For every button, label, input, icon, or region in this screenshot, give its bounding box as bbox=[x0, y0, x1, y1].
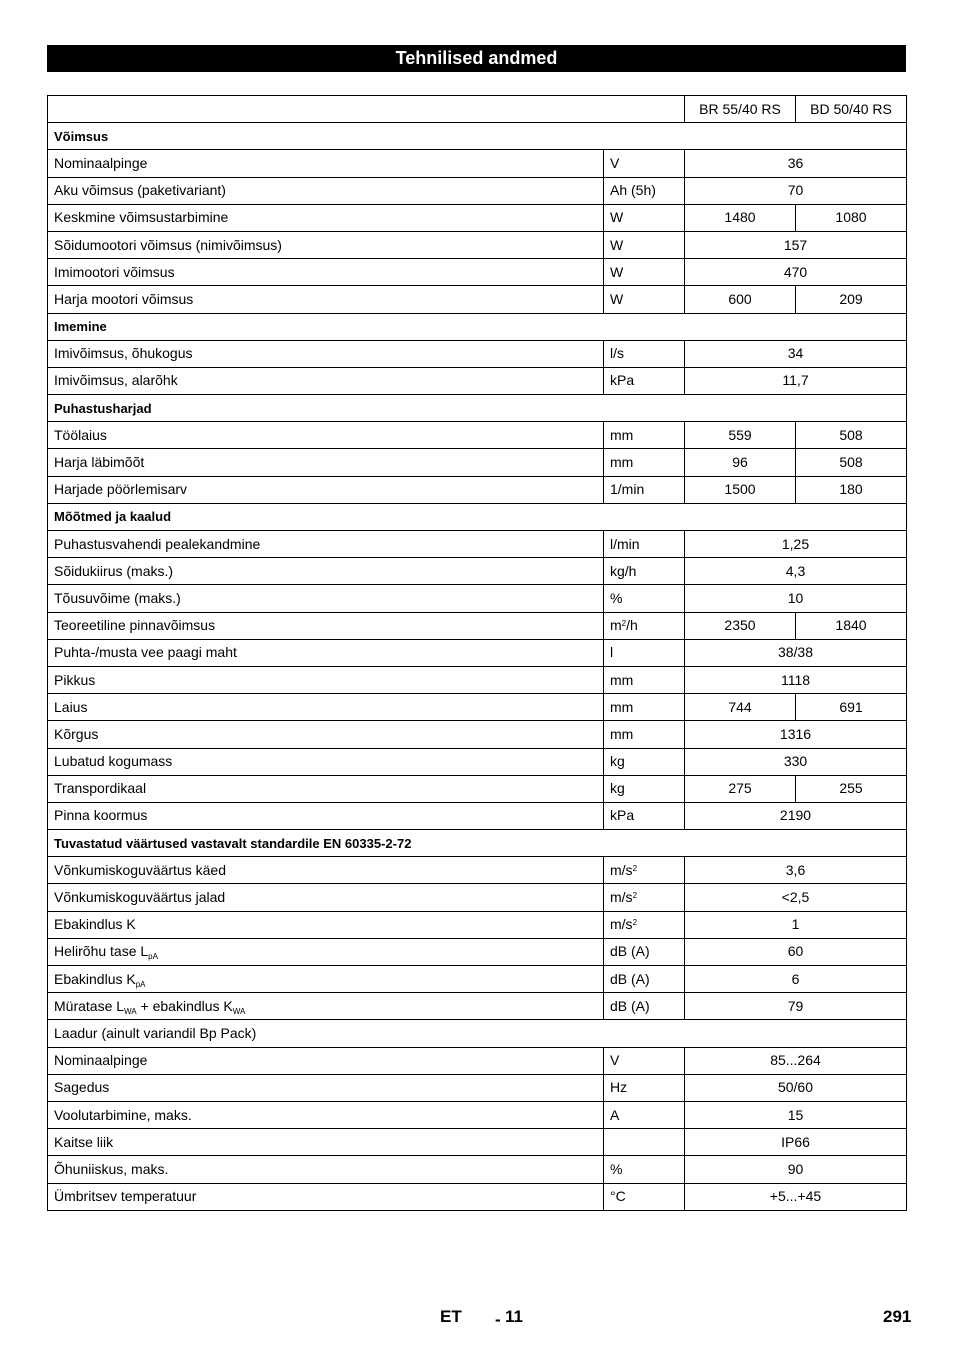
unit-superscript: 2 bbox=[632, 891, 638, 901]
model-header-br: BR 55/40 RS bbox=[685, 96, 796, 123]
row-unit bbox=[604, 911, 685, 938]
value-cell-shared: 60 bbox=[685, 938, 907, 965]
unit-text: mm bbox=[610, 725, 634, 742]
row-label bbox=[48, 993, 604, 1020]
row-unit bbox=[604, 1101, 685, 1128]
table-row bbox=[48, 286, 907, 313]
value-cell-shared: 36 bbox=[685, 150, 907, 177]
value-cell-shared: 79 bbox=[685, 993, 907, 1020]
row-label-text: Pikkus bbox=[54, 671, 96, 688]
table-row bbox=[48, 612, 907, 639]
row-label bbox=[48, 857, 604, 884]
unit-text: dB (A) bbox=[610, 943, 650, 960]
row-label bbox=[48, 1101, 604, 1128]
table-row bbox=[48, 259, 907, 286]
unit-text: kg bbox=[610, 753, 625, 770]
unit-text: m/s bbox=[610, 861, 633, 878]
row-label-text: Ebakindlus K bbox=[54, 916, 136, 933]
unit-suffix: /h bbox=[626, 617, 638, 634]
section-row bbox=[48, 830, 907, 857]
row-label-text: Ebakindlus K bbox=[54, 970, 136, 987]
value-cell-shared: 4,3 bbox=[685, 558, 907, 585]
row-label bbox=[48, 884, 604, 911]
row-unit bbox=[604, 993, 685, 1020]
table-row bbox=[48, 938, 907, 965]
value-cell-shared: 3,6 bbox=[685, 857, 907, 884]
unit-text: dB (A) bbox=[610, 970, 650, 987]
row-label-text: Teoreetiline pinnavõimsus bbox=[54, 617, 216, 634]
section-row bbox=[48, 313, 907, 340]
row-label bbox=[48, 259, 604, 286]
value-cell-shared: 330 bbox=[685, 748, 907, 775]
table-row bbox=[48, 857, 907, 884]
row-label-text: Transpordikaal bbox=[54, 780, 147, 797]
table-row bbox=[48, 558, 907, 585]
table-row bbox=[48, 721, 907, 748]
row-label bbox=[48, 340, 604, 367]
row-label-text: Müratase L bbox=[54, 997, 125, 1014]
row-label-text: Puhta-/musta vee paagi maht bbox=[54, 644, 237, 661]
section-heading: Puhastusharjad bbox=[48, 395, 907, 422]
row-unit bbox=[604, 367, 685, 394]
value-cell-shared: 15 bbox=[685, 1101, 907, 1128]
row-label bbox=[48, 775, 604, 802]
row-label-text: Harjade pöörlemisarv bbox=[54, 481, 188, 498]
table-row bbox=[48, 748, 907, 775]
value-cell-shared: 1,25 bbox=[685, 531, 907, 558]
row-label bbox=[48, 802, 604, 829]
row-unit bbox=[604, 340, 685, 367]
model-header-bd: BD 50/40 RS bbox=[796, 96, 907, 123]
row-unit bbox=[604, 476, 685, 503]
value-cell-bd: 508 bbox=[796, 422, 907, 449]
value-cell-br: 744 bbox=[685, 694, 796, 721]
row-label bbox=[48, 966, 604, 993]
table-row bbox=[48, 150, 907, 177]
row-unit bbox=[604, 449, 685, 476]
table-row bbox=[48, 884, 907, 911]
row-label-text: Helirõhu tase L bbox=[54, 943, 149, 960]
row-unit bbox=[604, 775, 685, 802]
value-cell-shared: 34 bbox=[685, 340, 907, 367]
row-unit bbox=[604, 748, 685, 775]
table-row bbox=[48, 231, 907, 258]
row-label bbox=[48, 422, 604, 449]
unit-text: mm bbox=[610, 454, 634, 471]
row-label-text: Sõidukiirus (maks.) bbox=[54, 562, 174, 579]
row-label-text: Õhuniiskus, maks. bbox=[54, 1160, 169, 1177]
row-unit bbox=[604, 558, 685, 585]
unit-text: A bbox=[610, 1106, 620, 1123]
row-label-text: Tõusuvõime (maks.) bbox=[54, 589, 181, 606]
row-label-text: Võnkumiskoguväärtus käed bbox=[54, 861, 226, 878]
unit-text: l/min bbox=[610, 535, 640, 552]
row-unit bbox=[604, 259, 685, 286]
unit-text: m/s bbox=[610, 916, 633, 933]
row-label-text: Kaitse liik bbox=[54, 1133, 114, 1150]
row-unit bbox=[604, 585, 685, 612]
value-cell-shared: 157 bbox=[685, 231, 907, 258]
row-label-text: Töölaius bbox=[54, 426, 107, 443]
table-row bbox=[48, 1156, 907, 1183]
row-unit bbox=[604, 666, 685, 693]
row-label bbox=[48, 204, 604, 231]
row-label bbox=[48, 721, 604, 748]
table-row bbox=[48, 694, 907, 721]
table-row bbox=[48, 775, 907, 802]
row-unit bbox=[604, 694, 685, 721]
row-unit bbox=[604, 531, 685, 558]
row-label bbox=[48, 1047, 604, 1074]
row-unit bbox=[604, 966, 685, 993]
row-label bbox=[48, 585, 604, 612]
row-unit bbox=[604, 286, 685, 313]
row-unit bbox=[604, 1074, 685, 1101]
unit-superscript: 2 bbox=[632, 918, 638, 928]
footer-section-page: 11 bbox=[505, 1307, 523, 1326]
table-header-row bbox=[48, 96, 907, 123]
row-label-text: Lubatud kogumass bbox=[54, 753, 173, 770]
row-unit bbox=[604, 204, 685, 231]
table-row bbox=[48, 911, 907, 938]
unit-text: % bbox=[610, 1160, 623, 1177]
table-row bbox=[48, 367, 907, 394]
row-label-text: Keskmine võimsustarbimine bbox=[54, 209, 229, 226]
row-unit bbox=[604, 884, 685, 911]
value-cell-br: 96 bbox=[685, 449, 796, 476]
row-label bbox=[48, 150, 604, 177]
value-cell-shared: 85...264 bbox=[685, 1047, 907, 1074]
section-heading: Mõõtmed ja kaalud bbox=[48, 503, 907, 530]
table-row bbox=[48, 993, 907, 1020]
unit-text: W bbox=[610, 236, 624, 253]
table-row bbox=[48, 340, 907, 367]
row-label bbox=[48, 1183, 604, 1210]
label-subscript: pA bbox=[135, 979, 146, 989]
table-row bbox=[48, 666, 907, 693]
row-label-text: Harja mootori võimsus bbox=[54, 290, 194, 307]
row-label bbox=[48, 367, 604, 394]
unit-text: W bbox=[610, 263, 624, 280]
row-label bbox=[48, 639, 604, 666]
value-cell-shared: 10 bbox=[685, 585, 907, 612]
table-row bbox=[48, 639, 907, 666]
value-cell-shared: 11,7 bbox=[685, 367, 907, 394]
value-cell-shared: 1 bbox=[685, 911, 907, 938]
row-label bbox=[48, 531, 604, 558]
row-unit bbox=[604, 177, 685, 204]
unit-text: kg bbox=[610, 780, 625, 797]
row-unit bbox=[604, 231, 685, 258]
row-label bbox=[48, 476, 604, 503]
row-label bbox=[48, 449, 604, 476]
table-row bbox=[48, 449, 907, 476]
section-row bbox=[48, 395, 907, 422]
row-label-text: Võnkumiskoguväärtus jalad bbox=[54, 889, 226, 906]
table-row bbox=[48, 1074, 907, 1101]
unit-text: mm bbox=[610, 671, 634, 688]
label-subscript: WA bbox=[124, 1006, 137, 1016]
row-label bbox=[48, 1129, 604, 1156]
value-cell-br: 1480 bbox=[685, 204, 796, 231]
unit-text: °C bbox=[610, 1188, 626, 1205]
unit-text: W bbox=[610, 209, 624, 226]
unit-text: V bbox=[610, 1052, 620, 1069]
unit-text: dB (A) bbox=[610, 997, 650, 1014]
table-row bbox=[48, 476, 907, 503]
value-cell-br: 600 bbox=[685, 286, 796, 313]
value-cell-shared: 38/38 bbox=[685, 639, 907, 666]
footer-dash: - bbox=[495, 1310, 501, 1329]
table-row bbox=[48, 531, 907, 558]
row-unit bbox=[604, 802, 685, 829]
row-unit bbox=[604, 1129, 685, 1156]
label-subscript: pA bbox=[148, 952, 158, 962]
row-unit bbox=[604, 938, 685, 965]
row-label-text: Kõrgus bbox=[54, 725, 99, 742]
row-label bbox=[48, 666, 604, 693]
value-cell-shared: 70 bbox=[685, 177, 907, 204]
footer-language: ET bbox=[440, 1307, 462, 1326]
value-cell-shared: 1118 bbox=[685, 666, 907, 693]
table-row bbox=[48, 204, 907, 231]
row-label-text: Sagedus bbox=[54, 1079, 110, 1096]
row-label bbox=[48, 231, 604, 258]
row-label-text: Imimootori võimsus bbox=[54, 263, 175, 280]
value-cell-bd: 691 bbox=[796, 694, 907, 721]
row-label bbox=[48, 911, 604, 938]
table-row bbox=[48, 177, 907, 204]
value-cell-bd: 508 bbox=[796, 449, 907, 476]
value-cell-shared: +5...+45 bbox=[685, 1183, 907, 1210]
unit-text: mm bbox=[610, 426, 634, 443]
page-title: Tehnilised andmed bbox=[47, 45, 906, 72]
row-label bbox=[48, 1074, 604, 1101]
table-row bbox=[48, 1101, 907, 1128]
row-unit bbox=[604, 1183, 685, 1210]
value-cell-bd: 180 bbox=[796, 476, 907, 503]
row-unit bbox=[604, 1047, 685, 1074]
row-label-text: Laius bbox=[54, 698, 88, 715]
value-cell-bd: 1840 bbox=[796, 612, 907, 639]
table-body bbox=[48, 96, 907, 1211]
unit-text: V bbox=[610, 154, 620, 171]
section-heading: Imemine bbox=[48, 313, 907, 340]
unit-text: m bbox=[610, 617, 622, 634]
table-row bbox=[48, 1183, 907, 1210]
row-unit bbox=[604, 857, 685, 884]
row-unit bbox=[604, 150, 685, 177]
row-label-text: Pinna koormus bbox=[54, 807, 148, 824]
label-subscript-2: WA bbox=[232, 1006, 246, 1016]
row-label-text: Ümbritsev temperatuur bbox=[54, 1188, 197, 1205]
value-cell-bd: 209 bbox=[796, 286, 907, 313]
row-unit bbox=[604, 422, 685, 449]
row-unit bbox=[604, 1156, 685, 1183]
row-label bbox=[48, 177, 604, 204]
section-row bbox=[48, 123, 907, 150]
row-label-text: Voolutarbimine, maks. bbox=[54, 1106, 192, 1123]
row-label-text: Sõidumootori võimsus (nimivõimsus) bbox=[54, 236, 282, 253]
value-cell-br: 275 bbox=[685, 775, 796, 802]
unit-text: Ah (5h) bbox=[610, 182, 656, 199]
row-label-text: Harja läbimõõt bbox=[54, 454, 145, 471]
row-label bbox=[48, 612, 604, 639]
unit-text: kg/h bbox=[610, 562, 637, 579]
row-unit bbox=[604, 721, 685, 748]
value-cell-shared: 1316 bbox=[685, 721, 907, 748]
row-label bbox=[48, 286, 604, 313]
value-cell-shared: 2190 bbox=[685, 802, 907, 829]
unit-text: l bbox=[610, 644, 614, 661]
table-row bbox=[48, 585, 907, 612]
table-row bbox=[48, 1047, 907, 1074]
row-label-text-2: + ebakindlus K bbox=[136, 997, 233, 1014]
value-cell-shared: <2,5 bbox=[685, 884, 907, 911]
row-label-text: Aku võimsus (paketivariant) bbox=[54, 182, 226, 199]
row-label bbox=[48, 694, 604, 721]
row-label bbox=[48, 938, 604, 965]
table-row bbox=[48, 1129, 907, 1156]
row-label-text: Imivõimsus, alarõhk bbox=[54, 372, 178, 389]
value-cell-br: 1500 bbox=[685, 476, 796, 503]
table-row bbox=[48, 422, 907, 449]
value-cell-bd: 255 bbox=[796, 775, 907, 802]
section-row bbox=[48, 1020, 907, 1047]
unit-text: W bbox=[610, 290, 624, 307]
header-empty-cell bbox=[48, 96, 685, 123]
row-label-text: Nominaalpinge bbox=[54, 154, 148, 171]
row-label-text: Puhastusvahendi pealekandmine bbox=[54, 535, 261, 552]
row-unit bbox=[604, 612, 685, 639]
value-cell-shared: 6 bbox=[685, 966, 907, 993]
row-unit bbox=[604, 639, 685, 666]
row-label-text: Imivõimsus, õhukogus bbox=[54, 345, 193, 362]
table-row bbox=[48, 802, 907, 829]
value-cell-br: 559 bbox=[685, 422, 796, 449]
unit-superscript: 2 bbox=[632, 863, 638, 873]
unit-superscript: 2 bbox=[621, 619, 627, 629]
value-cell-shared: IP66 bbox=[685, 1129, 907, 1156]
table-row bbox=[48, 966, 907, 993]
value-cell-shared: 470 bbox=[685, 259, 907, 286]
unit-text: kPa bbox=[610, 807, 635, 824]
row-label bbox=[48, 1156, 604, 1183]
value-cell-bd: 1080 bbox=[796, 204, 907, 231]
unit-text: Hz bbox=[610, 1079, 628, 1096]
value-cell-shared: 50/60 bbox=[685, 1074, 907, 1101]
unit-text: mm bbox=[610, 698, 634, 715]
technical-data-table bbox=[47, 95, 907, 1211]
unit-text: l/s bbox=[610, 345, 624, 362]
value-cell-shared: 90 bbox=[685, 1156, 907, 1183]
unit-text: kPa bbox=[610, 372, 635, 389]
unit-text: 1/min bbox=[610, 481, 645, 498]
row-label bbox=[48, 558, 604, 585]
value-cell-br: 2350 bbox=[685, 612, 796, 639]
row-label-text: Nominaalpinge bbox=[54, 1052, 148, 1069]
footer-page-number: 291 bbox=[883, 1307, 912, 1326]
section-heading: Tuvastatud väärtused vastavalt standardile EN 60335-2-72 bbox=[48, 830, 907, 857]
unit-text: % bbox=[610, 589, 623, 606]
row-label bbox=[48, 748, 604, 775]
section-row bbox=[48, 503, 907, 530]
section-heading: Võimsus bbox=[48, 123, 907, 150]
unit-text: m/s bbox=[610, 889, 633, 906]
subsection-label: Laadur (ainult variandil Bp Pack) bbox=[48, 1020, 907, 1047]
